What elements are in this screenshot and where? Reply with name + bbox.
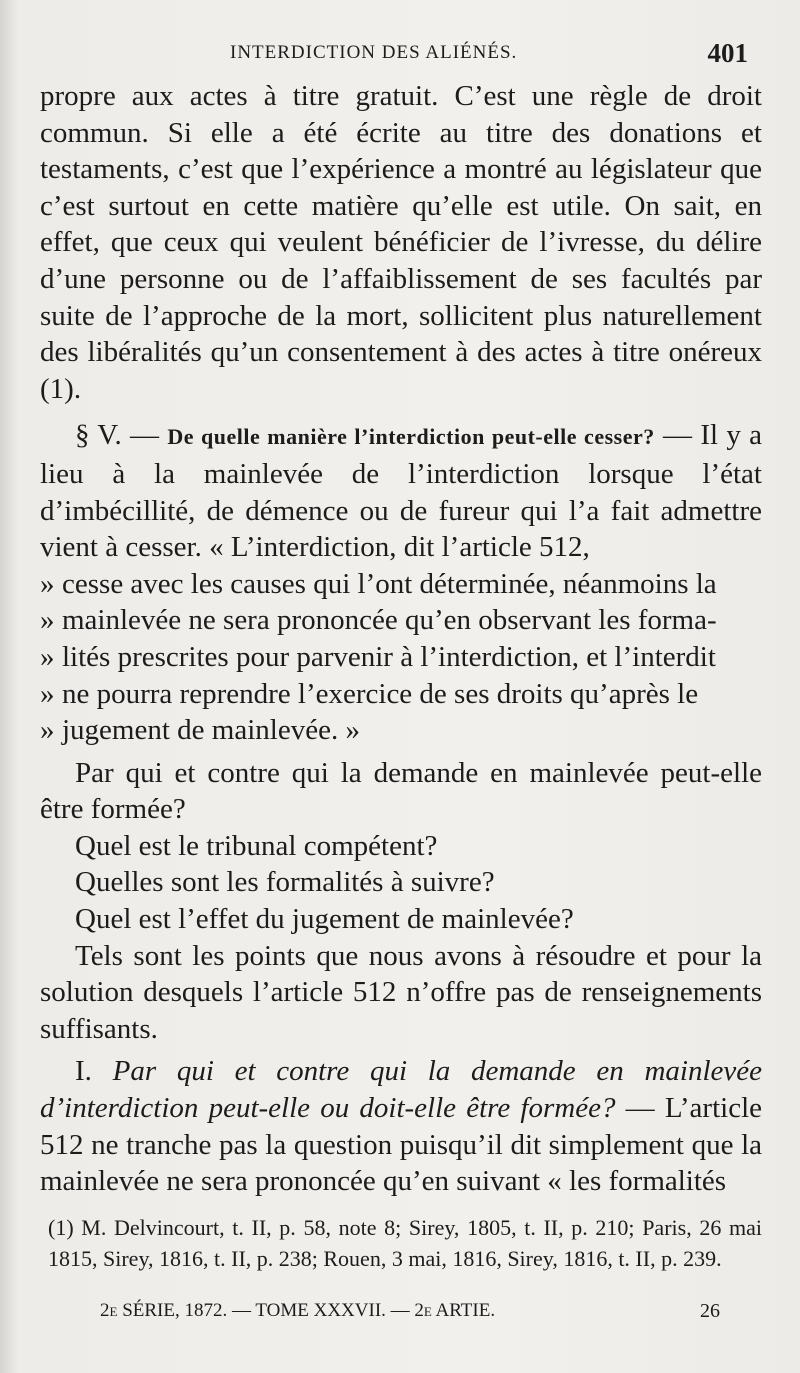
section-intro: — Il y a lieu à la mainlevée de l’interdiction lorsque l’état d’imbécillité, de démence ou de fureur qui l’a fait admettre vient à cesser. « L’interdiction, dit l’article 512, [40,419,763,564]
footnote [48,1212,762,1274]
quote-mark: » [40,567,55,600]
footnote-text: (1) M. Delvincourt, t. II, p. 58, note 8; Sirey, 1805, t. II, p. 210; Paris, 26 mai 1815, Sirey, 1816, t. II, p. 238; Rouen, 3 mai, 1816, Sirey, 1816, t. II, p. 239. [48,1215,762,1271]
subsection-text: — L’article 512 ne tranche pas la question puisqu’il dit simplement que la mainlevée ne sera prononcée qu’en suivant « les formalités [40,1092,763,1198]
question-1: Par qui et contre qui la demande en mainlevée peut-elle être formée? [40,756,762,826]
quote-line: » ne pourra reprendre l’exercice de ses droits qu’après le [40,676,762,713]
paragraph-subsection-i [40,1053,762,1199]
quote-mark: » [40,714,55,747]
question-2: Quel est le tribunal compétent? [75,829,438,862]
question-3: Quelles sont les formalités à suivre? [75,866,495,899]
quote-line: » mainlevée ne sera prononcée qu’en observant les forma- [40,602,762,639]
signature-sheet-number: 26 [700,1300,720,1322]
quote-mark: » [40,677,55,710]
paragraph-section-v [40,417,762,565]
section-mark: § V. — [75,419,160,452]
question-4: Quel est l’effet du jugement de mainlevée? [75,903,574,936]
signature-series: 2e SÉRIE, 1872. — TOME XXXVII. — 2e ARTIE. [100,1300,496,1321]
quote-mark: » [40,640,55,673]
article-quote [40,566,762,749]
quote-line: » lités prescrites pour parvenir à l’interdiction, et l’interdit [40,639,762,676]
quote-line: » jugement de mainlevée. » [40,712,762,749]
quote-mark: » [40,604,55,637]
page-number: 401 [707,38,748,68]
page-header [0,38,800,72]
paragraph-points: Tels sont les points que nous avons à résoudre et pour la solution desquels l’article 512 n’offre pas de renseignements suffisants. [40,939,762,1045]
subsection-title: Par qui et contre qui la demande en mainlevée d’interdiction peut-elle ou doit-elle être formée? [40,1055,763,1125]
body-text [40,78,762,1200]
quote-line: » cesse avec les causes qui l’ont déterminée, néanmoins la [40,566,762,603]
subsection-number: I. [75,1055,92,1088]
running-title: INTERDICTION DES ALIÉNÉS. [230,42,518,63]
section-title: De quelle manière l’interdiction peut-elle cesser? [167,424,655,450]
paragraph-donations: propre aux actes à titre gratuit. C’est une règle de droit commun. Si elle a été écrite au titre des donations et testaments, c’est que l’expérience a montré au législateur que c’est surtout en cette matière qu’elle est utile. On sait, en effet, que ceux qui veulent bénéficier de l’ivresse, du délire d’une personne ou de l’affaiblissement de ses facultés par suite de l’approche de la mort, sollicitent plus naturellement des libéralités qu’un consentement à des actes à titre onéreux (1). [40,80,762,405]
